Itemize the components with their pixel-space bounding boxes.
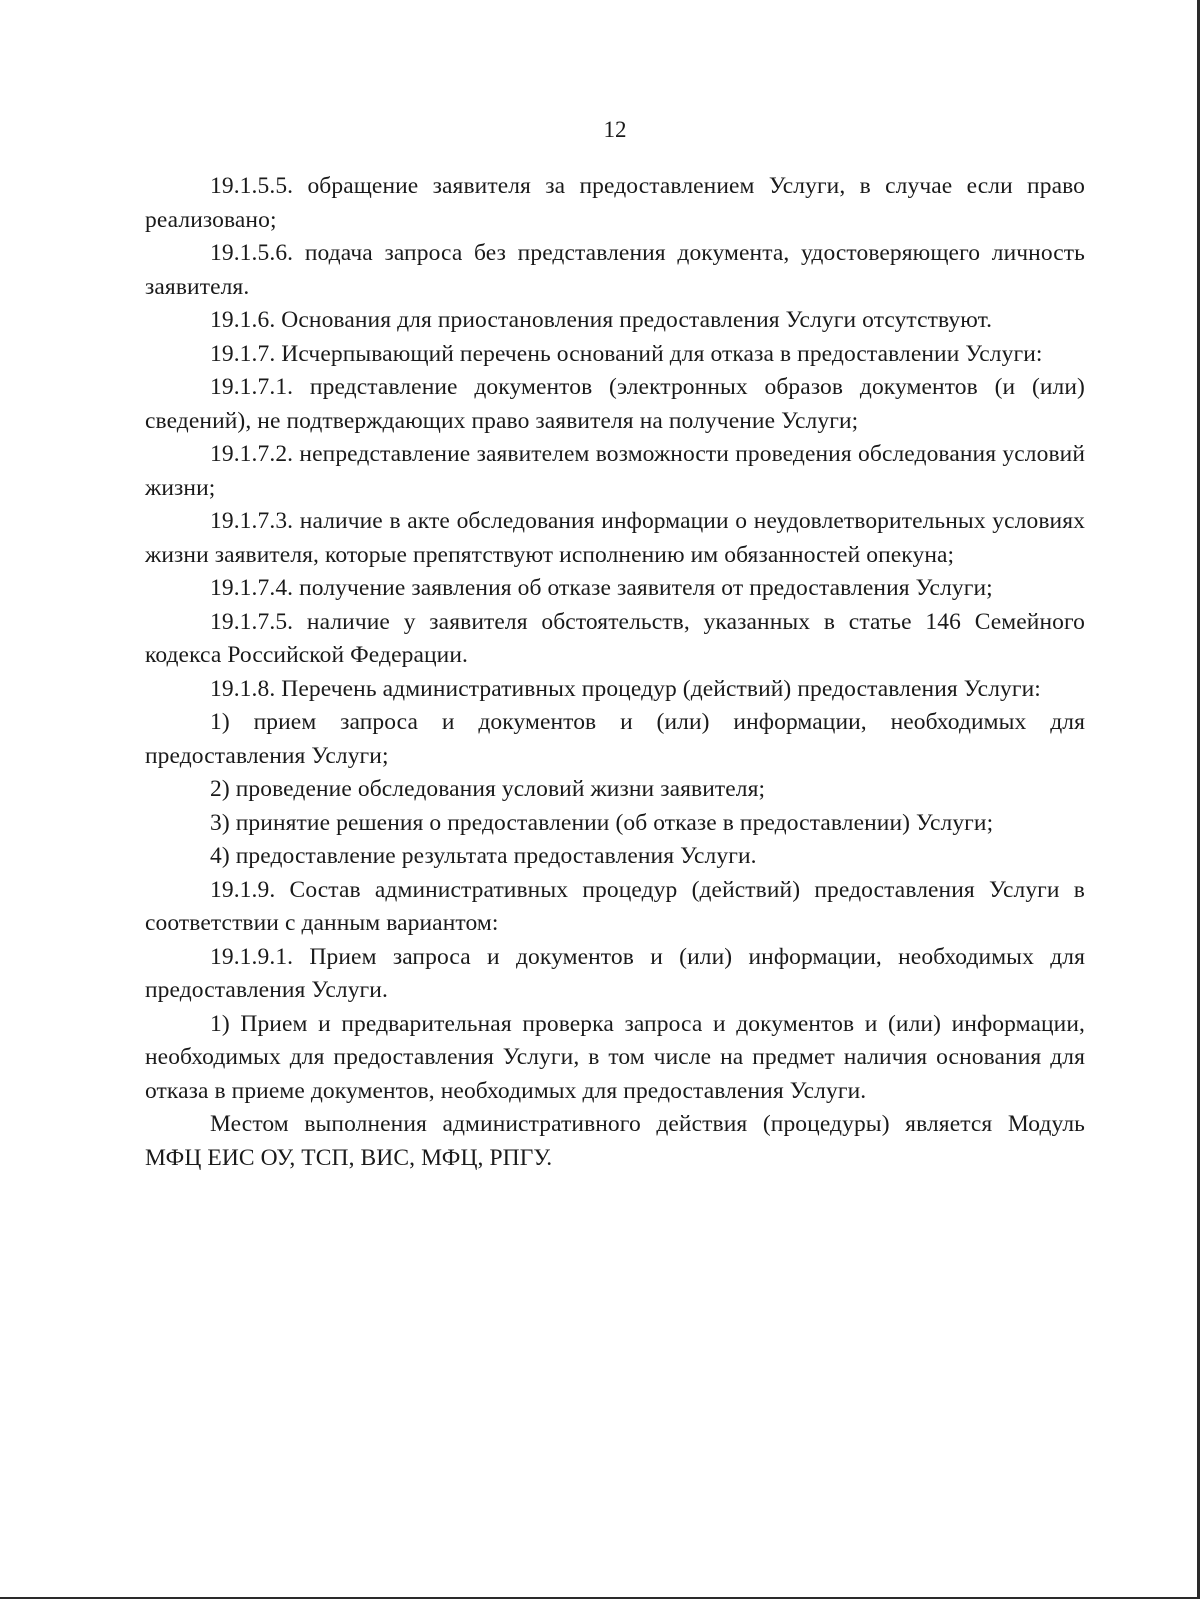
paragraph-place-of-execution: Местом выполнения административного действия (процедуры) является Модуль МФЦ ЕИС ОУ, ТСП, ВИС, МФЦ, РПГУ. <box>145 1111 1085 1171</box>
paragraph-19-1-5-6: 19.1.5.6. подача запроса без представления документа, удостоверяющего личность заявителя. <box>145 240 1085 300</box>
paragraph-19-1-7: 19.1.7. Исчерпывающий перечень оснований для отказа в предоставлении Услуги: <box>210 340 1043 367</box>
paragraph-19-1-8: 19.1.8. Перечень административных процедур (действий) предоставления Услуги: <box>210 675 1041 702</box>
list-item-1: 1) прием запроса и документов и (или) информации, необходимых для предоставления Услуги; <box>145 709 1085 769</box>
list-item-2: 2) проведение обследования условий жизни заявителя; <box>210 776 766 802</box>
paragraph-19-1-7-5: 19.1.7.5. наличие у заявителя обстоятельств, указанных в статье 146 Семейного кодекса Российской Федерации. <box>145 608 1085 668</box>
paragraph-19-1-5-5: 19.1.5.5. обращение заявителя за предоставлением Услуги, в случае если право реализовано; <box>145 173 1085 233</box>
page-number: 12 <box>603 117 627 142</box>
list-item-3: 3) принятие решения о предоставлении (об отказе в предоставлении) Услуги; <box>210 809 994 836</box>
procedure-item-1: 1) Прием и предварительная проверка запроса и документов и (или) информации, необходимых для предоставления Услуги, в том числе на предмет наличия основания для отказа в приеме документов, необходимых для предоставления Услуги. <box>145 1010 1085 1104</box>
list-item-4: 4) предоставление результата предоставления Услуги. <box>210 843 757 869</box>
paragraph-19-1-6: 19.1.6. Основания для приостановления предоставления Услуги отсутствуют. <box>210 307 993 333</box>
document-body <box>145 170 1085 1175</box>
paragraph-19-1-7-3: 19.1.7.3. наличие в акте обследования информации о неудовлетворительных условиях жизни заявителя, которые препятствуют исполнению им обязанностей опекуна; <box>145 508 1085 568</box>
paragraph-19-1-7-1: 19.1.7.1. представление документов (электронных образов документов (и (или) сведений), не подтверждающих право заявителя на получение Услуги; <box>145 374 1085 434</box>
paragraph-19-1-9-1: 19.1.9.1. Прием запроса и документов и (или) информации, необходимых для предоставления Услуги. <box>145 943 1085 1003</box>
paragraph-19-1-7-4: 19.1.7.4. получение заявления об отказе заявителя от предоставления Услуги; <box>210 575 993 601</box>
paragraph-19-1-9: 19.1.9. Состав административных процедур (действий) предоставления Услуги в соответствии с данным вариантом: <box>145 876 1085 936</box>
paragraph-19-1-7-2: 19.1.7.2. непредставление заявителем возможности проведения обследования условий жизни; <box>145 441 1085 501</box>
